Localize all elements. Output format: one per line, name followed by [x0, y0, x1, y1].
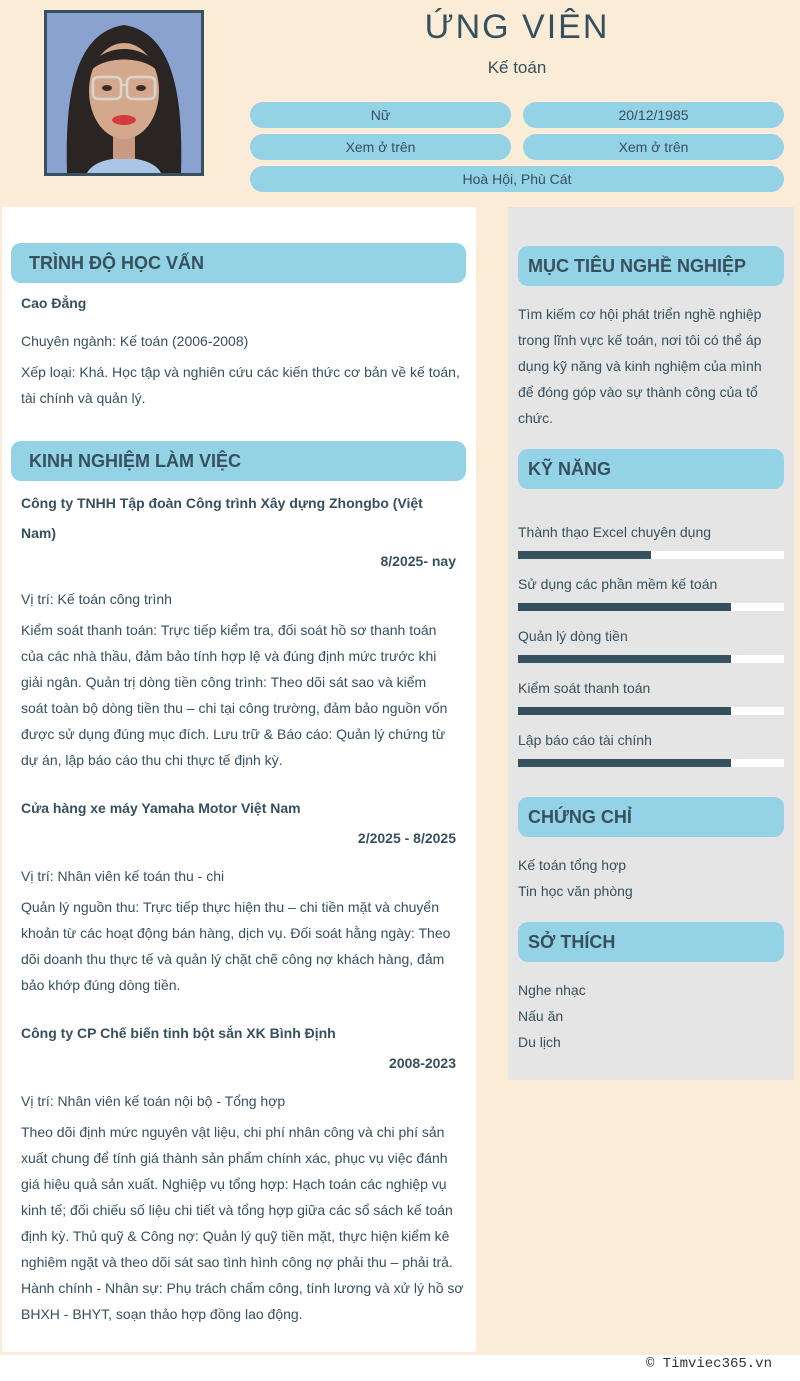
skill-label: Sử dụng các phần mềm kế toán [518, 576, 718, 592]
candidate-name: ỨNG VIÊN [424, 8, 610, 46]
job-desc-line: bảo khớp đúng dòng tiền. [21, 977, 181, 993]
objective-line: để đóng góp vào sự thành công của tổ [518, 384, 758, 400]
skill-label: Kiểm soát thanh toán [518, 680, 651, 696]
objective-line: trong lĩnh vực kế toán, nơi tôi có thể áp [518, 332, 762, 348]
job-desc-line: Quản lý nguồn thu: Trực tiếp thực hiện thu – chi tiền mặt và chuyển [21, 899, 439, 915]
skill-bar [518, 707, 784, 715]
footer-copyright: © Timviec365.vn [645, 1356, 772, 1372]
skill-bar [518, 759, 784, 767]
skill-bar [518, 603, 784, 611]
job-position: Vị trí: Nhân viên kế toán nội bộ - Tổng hợp [21, 1093, 286, 1109]
hobbies-heading: SỞ THÍCH [518, 922, 784, 962]
job-desc-line: giá hiệu quả sản xuất. Nghiệp vụ tổng hợp: Hạch toán các nghiệp vụ [21, 1176, 447, 1192]
skill-bar [518, 655, 784, 663]
job-title: Kế toán [487, 58, 547, 77]
hobby-item: Du lịch [518, 1034, 561, 1050]
job-desc-line: nghiêm ngặt và theo dõi sát sao tình hình công nợ phải thu – phải trả. [21, 1254, 453, 1270]
hobby-item: Nghe nhạc [518, 982, 586, 998]
job-position: Vị trí: Kế toán công trình [21, 591, 172, 607]
education-major: Chuyên ngành: Kế toán (2006-2008) [21, 333, 249, 349]
objective-line: Tìm kiếm cơ hội phát triển nghề nghiệp [518, 306, 762, 322]
job-company: Cửa hàng xe máy Yamaha Motor Việt Nam [21, 800, 301, 816]
job-desc-line: dõi doanh thu thực tế và quản lý chặt chẽ công nợ khách hàng, đảm [21, 951, 445, 967]
education-level: Cao Đẳng [21, 295, 87, 311]
objective-line: dụng kỹ năng và kinh nghiệm của mình [518, 358, 762, 374]
skill-label: Lập báo cáo tài chính [518, 732, 652, 748]
skill-bar-fill [518, 603, 731, 611]
certificates-heading: CHỨNG CHỈ [518, 797, 784, 837]
sidebar-column [508, 207, 794, 1080]
job-desc-line: Theo dõi định mức nguyên vật liệu, chi phí nhân công và chi phí sản [21, 1124, 445, 1140]
job-desc-line: định kỳ. Thủ quỹ & Công nợ: Quản lý quỹ tiền mặt, thực hiện kiểm kê [21, 1228, 450, 1244]
job-desc-line: Hành chính - Nhân sự: Phụ trách chấm công, tính lương và xử lý hồ sơ [21, 1280, 464, 1296]
certificate-item: Tin học văn phòng [518, 883, 633, 899]
skill-bar-fill [518, 707, 731, 715]
job-desc-line: Kiểm soát thanh toán: Trực tiếp kiểm tra, đối soát hồ sơ thanh toán [21, 622, 437, 638]
objective-line: chức. [518, 410, 554, 426]
email-pill[interactable]: Xem ở trên [523, 134, 784, 160]
experience-heading: KINH NGHIỆM LÀM VIỆC [11, 441, 466, 481]
education-heading: TRÌNH ĐỘ HỌC VẤN [11, 243, 466, 283]
avatar [44, 10, 204, 176]
job-period: 2/2025 - 8/2025 [357, 830, 456, 846]
job-position: Vị trí: Nhân viên kế toán thu - chi [21, 868, 225, 884]
skill-label: Thành thạo Excel chuyên dụng [518, 524, 712, 540]
job-period: 2008-2023 [389, 1055, 456, 1071]
job-desc-line: dự án, lập báo cáo thu chi thực tế định kỳ. [21, 752, 283, 768]
skills-heading: KỸ NĂNG [518, 449, 784, 489]
education-grade-line: Xếp loại: Khá. Học tập và nghiên cứu các kiến thức cơ bản về kế toán, [21, 364, 460, 380]
job-company: Công ty TNHH Tập đoàn Công trình Xây dựng Zhongbo (Việt [21, 495, 423, 511]
skill-label: Quản lý dòng tiền [518, 628, 628, 644]
phone-pill[interactable]: Xem ở trên [250, 134, 511, 160]
hobby-item: Nấu ăn [518, 1008, 564, 1024]
job-company: Công ty CP Chế biến tinh bột sắn XK Bình Định [21, 1025, 336, 1041]
job-desc-line: xuất chung để tính giá thành sản phẩm chính xác, phục vụ việc đánh [21, 1150, 448, 1166]
job-desc-line: của các nhà thầu, đảm bảo tính hợp lệ và đúng định mức trước khi [21, 648, 437, 664]
portrait-photo-icon [47, 13, 201, 173]
job-desc-line: BHXH - BHYT, soạn thảo hợp đồng lao động. [21, 1306, 303, 1322]
education-grade-line: tài chính và quản lý. [21, 390, 146, 406]
job-desc-line: kinh tế; đối chiếu số liệu chi tiết và tổng hợp giữa các sổ sách kế toán [21, 1202, 453, 1218]
birthdate-pill: 20/12/1985 [523, 102, 784, 128]
main-column [2, 207, 476, 1352]
skill-bar-fill [518, 655, 731, 663]
job-desc-line: được sử dụng đúng mục đích. Lưu trữ & Báo cáo: Quản lý chứng từ [21, 726, 446, 742]
address-pill: Hoà Hội, Phù Cát [250, 166, 784, 192]
job-desc-line: giải ngân. Quản trị dòng tiền công trình: Theo dõi sát sao và kiểm [21, 674, 427, 690]
gender-pill: Nữ [250, 102, 511, 128]
certificate-item: Kế toán tổng hợp [518, 857, 627, 873]
job-period: 8/2025- nay [380, 553, 456, 569]
skill-bar-fill [518, 551, 651, 559]
skill-bar-fill [518, 759, 731, 767]
job-company: Nam) [21, 525, 57, 541]
job-desc-line: soát toàn bộ dòng tiền thu – chi tại công trường, đảm bảo nguồn vốn [21, 700, 448, 716]
job-desc-line: khoản từ các hoạt động bán hàng, dịch vụ. Đối soát hằng ngày: Theo [21, 925, 451, 941]
objective-heading: MỤC TIÊU NGHỀ NGHIỆP [518, 246, 784, 286]
skill-bar [518, 551, 784, 559]
